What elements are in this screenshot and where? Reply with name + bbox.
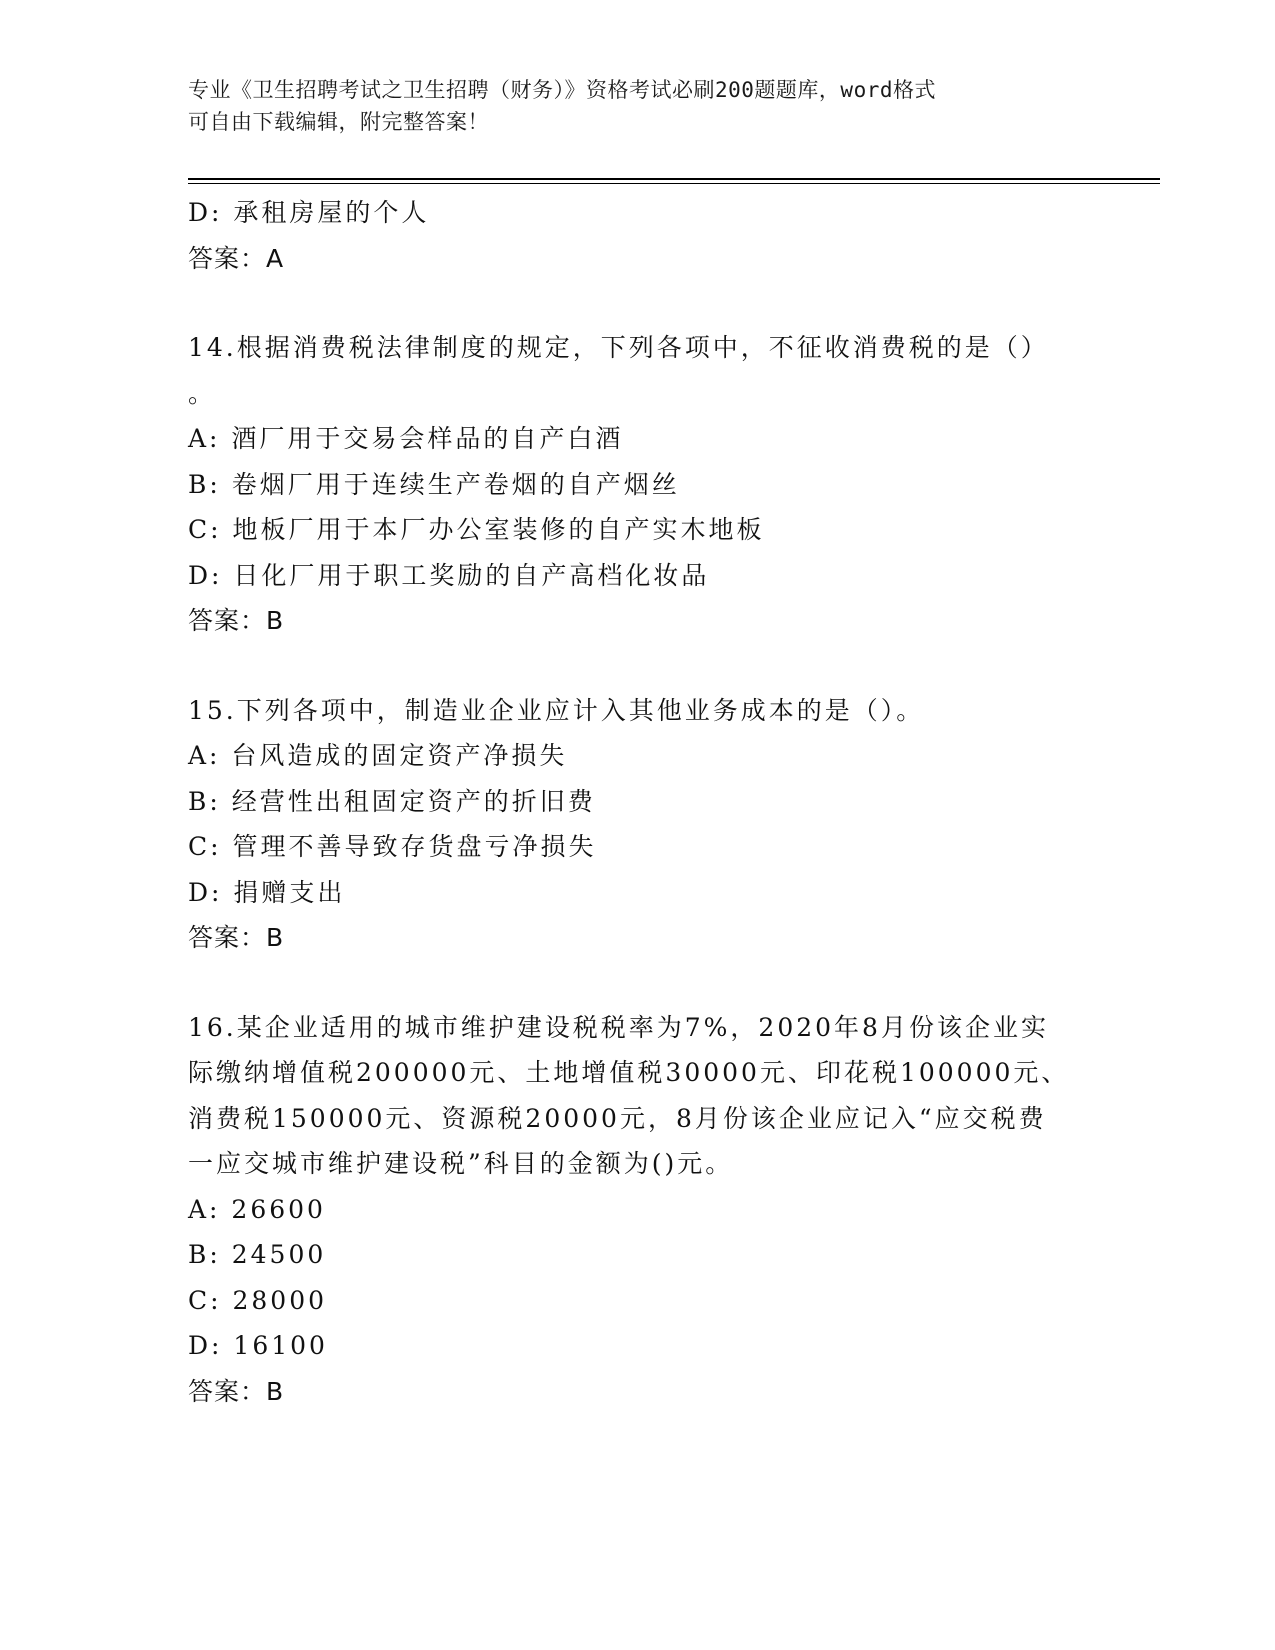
option-d: D: 捐赠支出 [188, 877, 346, 907]
answer-line: 答案：B [188, 923, 285, 952]
option-c: C: 28000 [188, 1285, 328, 1315]
question-stem: 14.根据消费税法律制度的规定，下列各项中，不征收消费税的是（） [188, 333, 1049, 362]
header-line-2: 可自由下载编辑，附完整答案！ [188, 110, 489, 134]
question-15 [188, 688, 1088, 961]
option-d: D: 16100 [188, 1331, 328, 1360]
spacer [188, 644, 1088, 688]
option-a: A: 酒厂用于交易会样品的自产白酒 [188, 424, 624, 453]
option-a: A: 26600 [188, 1194, 326, 1224]
option-b: B: 卷烟厂用于连续生产卷烟的自产烟丝 [188, 469, 680, 499]
question-content [188, 190, 1088, 1414]
header-divider-thick [188, 178, 1160, 180]
option-b: B: 24500 [188, 1240, 327, 1269]
question-stem: 。 [188, 378, 217, 408]
spacer [188, 961, 1088, 1005]
option-c: C: 地板厂用于本厂办公室装修的自产实木地板 [188, 515, 765, 544]
document-header [188, 74, 1068, 138]
option-a: A: 台风造成的固定资产净损失 [188, 741, 568, 770]
spacer [188, 281, 1088, 325]
question-stem: 一应交城市维护建设税”科目的金额为()元。 [188, 1149, 734, 1178]
option-d: D: 日化厂用于职工奖励的自产高档化妆品 [188, 560, 710, 590]
option-b: B: 经营性出租固定资产的折旧费 [188, 786, 596, 816]
answer-line: 答案：A [188, 243, 285, 273]
question-16 [188, 1005, 1088, 1415]
question-stem: 消费税150000元、资源税20000元，8月份该企业应记入“应交税费 [188, 1103, 1047, 1133]
question-stem: 15.下列各项中，制造业企业应计入其他业务成本的是（）。 [188, 695, 925, 725]
question-stem: 16.某企业适用的城市维护建设税税率为7%，2020年8月份该企业实 [188, 1012, 1049, 1042]
answer-line: 答案：B [188, 1376, 285, 1406]
option-d: D: 承租房屋的个人 [188, 198, 430, 227]
question-stem: 际缴纳增值税200000元、土地增值税30000元、印花税100000元、 [188, 1058, 1070, 1087]
question-13 [188, 190, 1088, 281]
answer-line: 答案：B [188, 606, 285, 635]
option-c: C: 管理不善导致存货盘亏净损失 [188, 832, 597, 861]
header-line-1: 专业《卫生招聘考试之卫生招聘（财务）》资格考试必刷200题题库，word格式 [188, 78, 936, 102]
question-14 [188, 325, 1088, 644]
header-divider-thin [188, 183, 1160, 184]
